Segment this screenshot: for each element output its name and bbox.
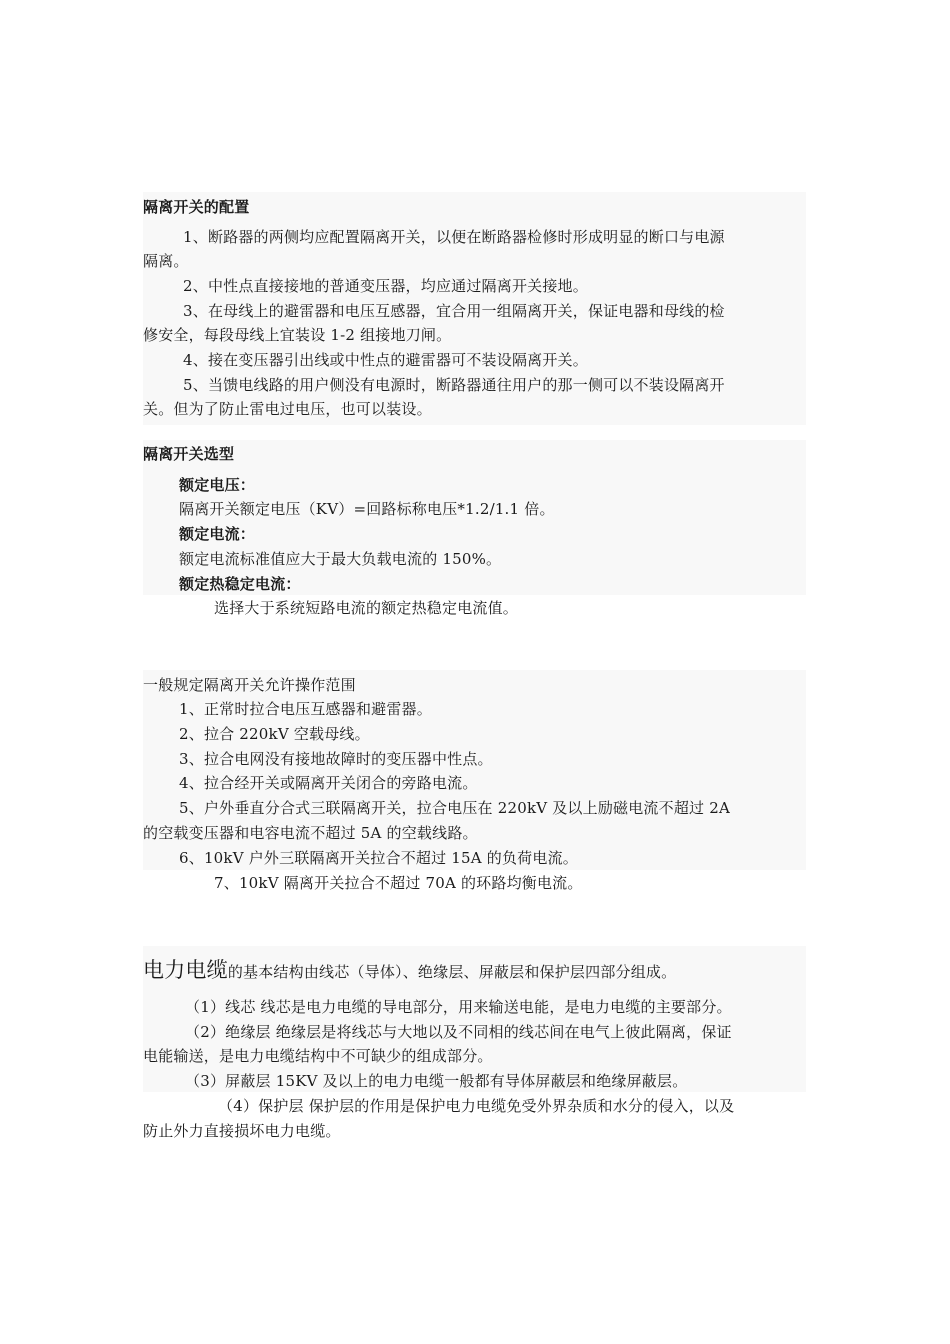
paragraph-line: （3）屏蔽层 15KV 及以上的电力电缆一般都有导体屏蔽层和绝缘屏蔽层。 <box>185 1072 688 1090</box>
paragraph-line: 3、在母线上的避雷器和电压互感器，宜合用一组隔离开关，保证电器和母线的检 <box>183 302 725 320</box>
list-item: 的空载变压器和电容电流不超过 5A 的空载线路。 <box>143 824 478 842</box>
list-item: 2、拉合 220kV 空载母线。 <box>179 725 370 743</box>
section-title <box>143 960 676 982</box>
paragraph-line: （4）保护层 保护层的作用是保护电力电缆免受外界杂质和水分的侵入，以及 <box>218 1097 735 1115</box>
paragraph-line: 选择大于系统短路电流的额定热稳定电流值。 <box>214 599 519 617</box>
paragraph-line: （1）线芯 线芯是电力电缆的导电部分，用来输送电能，是电力电缆的主要部分。 <box>185 998 732 1016</box>
paragraph-line: 5、当馈电线路的用户侧没有电源时，断路器通往用户的那一侧可以不装设隔离开 <box>183 376 725 394</box>
section-operation-range <box>143 670 806 870</box>
section-title: 一般规定隔离开关允许操作范围 <box>143 676 356 694</box>
section-title-rest: 的基本结构由线芯（导体）、绝缘层、屏蔽层和保护层四部分组成。 <box>227 963 677 981</box>
paragraph-line: 关。但为了防止雷电过电压，也可以装设。 <box>143 400 432 418</box>
paragraph-line: 隔离开关额定电压（KV）=回路标称电压*1.2/1.1 倍。 <box>179 500 555 518</box>
paragraph-line: 修安全，每段母线上宜装设 1-2 组接地刀闸。 <box>143 326 452 344</box>
section-power-cable <box>143 946 806 1092</box>
section-isolator-selection <box>143 440 806 595</box>
paragraph-line: 2、中性点直接接地的普通变压器，均应通过隔离开关接地。 <box>183 277 588 295</box>
paragraph-line: 防止外力直接损坏电力电缆。 <box>143 1122 341 1140</box>
paragraph-line: （2）绝缘层 绝缘层是将线芯与大地以及不同相的线芯间在电气上彼此隔离，保证 <box>185 1023 732 1041</box>
section-title: 隔离开关的配置 <box>143 198 250 216</box>
paragraph-line: 电能输送，是电力电缆结构中不可缺少的组成部分。 <box>143 1047 493 1065</box>
section-isolator-config <box>143 192 806 425</box>
list-item: 6、10kV 户外三联隔离开关拉合不超过 15A 的负荷电流。 <box>179 849 578 867</box>
list-item: 1、正常时拉合电压互感器和避雷器。 <box>179 700 432 718</box>
list-item: 3、拉合电网没有接地故障时的变压器中性点。 <box>179 750 493 768</box>
subheading: 额定热稳定电流： <box>179 575 301 593</box>
subheading: 额定电流： <box>179 525 256 543</box>
list-item: 4、拉合经开关或隔离开关闭合的旁路电流。 <box>179 774 478 792</box>
list-item: 7、10kV 隔离开关拉合不超过 70A 的环路均衡电流。 <box>214 874 583 892</box>
paragraph-line: 1、断路器的两侧均应配置隔离开关，以便在断路器检修时形成明显的断口与电源 <box>183 228 725 246</box>
paragraph-line: 隔离。 <box>143 252 189 270</box>
paragraph-line: 4、接在变压器引出线或中性点的避雷器可不装设隔离开关。 <box>183 351 588 369</box>
list-item: 5、户外垂直分合式三联隔离开关，拉合电压在 220kV 及以上励磁电流不超过 2A <box>179 799 730 817</box>
section-title: 隔离开关选型 <box>143 445 235 463</box>
paragraph-line: 额定电流标准值应大于最大负载电流的 150%。 <box>179 550 502 568</box>
subheading: 额定电压： <box>179 476 256 494</box>
section-title-emphasis: 电力电缆 <box>143 958 228 982</box>
